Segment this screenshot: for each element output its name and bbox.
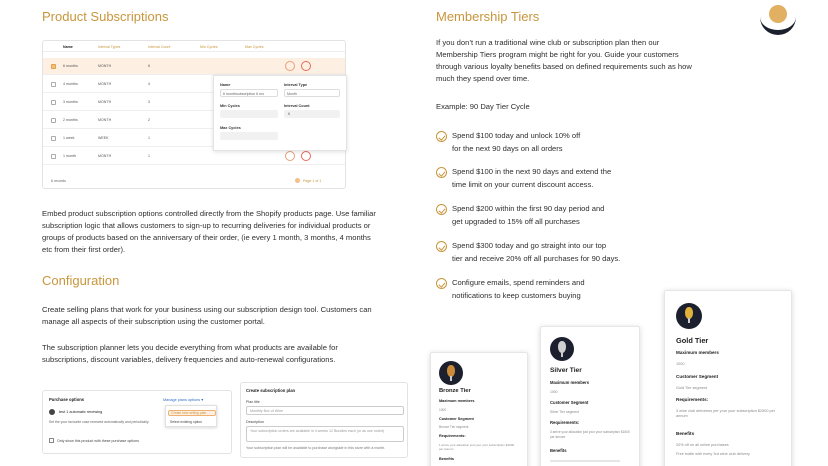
row-checkbox[interactable] [51,118,56,123]
table-row[interactable] [43,58,345,75]
edit-plan-popup [213,75,347,151]
silver-tier-card [540,326,640,466]
gold-tier-card [664,290,792,466]
configuration-paragraph-1: Create selling plans that work for your business using our subscription design tool. Customers can manage all aspects of their subscription using the customer portal. [42,305,372,326]
bronze-benefits-label: Benefits [439,457,454,461]
tier-bullet-1: Spend $100 today and unlock 10% off for the next 90 days on all orders [452,131,581,153]
silver-segment-value: Silver Tier segment [550,410,580,414]
check-circle-icon [436,131,447,142]
row-name: 3 months [63,100,78,104]
tier-bullet-3: Spend $200 within the first 90 day period and get upgraded to 15% off all purchases [452,204,605,226]
row-checkbox[interactable] [51,64,56,69]
bronze-segment-value: Bronze Tier segment [439,425,469,429]
configuration-paragraph-2: The subscription planner lets you decide everything from what products are available for subscriptions, discount variables, delivery frequencies and auto-renewal configurations. [42,343,338,364]
gold-medal-icon [676,303,702,329]
bronze-max-label: Maximum members [439,399,475,403]
menu-create-plan[interactable]: Create new selling plan [168,410,216,416]
popup-max-cycles-label: Max Cycles [220,126,241,130]
silver-requirements-value: 3 arrive your allocation just your your subscription $1500 per annum [550,430,630,439]
tier-bullet-4: Spend $300 today and go straight into our top tier and receive 20% off all purchases for 90 days. [452,241,621,263]
row-type: MONTH [98,154,112,158]
popup-interval-type-label: Interval Type [284,83,308,87]
table-footer-pagination[interactable]: Page 1 of 1 [303,179,322,183]
purchase-options-title: Purchase options [49,397,85,402]
row-count: 3 [148,100,150,104]
row-type: MONTH [98,82,112,86]
column-interval-count[interactable]: Interval Count [148,45,171,49]
row-checkbox[interactable] [51,154,56,159]
check-circle-icon [436,278,447,289]
row-count: 1 [148,154,150,158]
row-count: 2 [148,118,150,122]
table-footer-count: 6 records [51,179,66,183]
description-label: Description [246,420,264,424]
description-textarea[interactable]: Your subscription orders are available in 4 weeks 12 Bundles each (or as use noted) [246,426,404,442]
only-show-checkbox[interactable] [49,438,54,443]
check-circle-icon [436,167,447,178]
silver-segment-label: Customer Segment [550,400,589,405]
tier-bullet-5: Configure emails, spend reminders and notifications to keep customers buying [452,278,585,300]
table-header [43,41,345,52]
popup-interval-type-select[interactable]: Month [284,89,340,97]
plan-title-label: Plan title [246,400,260,404]
edit-icon[interactable] [285,61,295,71]
row-type: WEEK [98,136,109,140]
popup-min-cycles-label: Min Cycles [220,104,240,108]
row-count: 6 [148,64,150,68]
row-type: MONTH [98,100,112,104]
membership-intro: If you don’t run a traditional wine club or subscription plan then our Membership Tiers program might be right for you. Guide your customers through various loyalty benefits based on defined requirements such as how much they spend over time. [436,38,692,83]
manage-plans-menu [165,405,217,427]
example-label: Example: 90 Day Tier Cycle [436,102,530,111]
row-checkbox[interactable] [51,136,56,141]
silver-max-label: Maximum members [550,380,590,385]
membership-tiers-heading: Membership Tiers [436,9,540,24]
bronze-segment-label: Customer Segment [439,417,474,421]
gold-segment-value: Gold Tier segment [676,386,708,390]
silver-benefit-line [550,460,620,462]
silver-benefits-label: Benefits [550,448,567,453]
popup-name-label: Name [220,83,231,87]
bronze-max-value: 1000 [439,408,447,412]
purchase-options-screenshot [42,390,232,454]
product-subscriptions-heading: Product Subscriptions [42,9,169,24]
popup-max-cycles-input[interactable] [220,132,278,140]
edit-icon[interactable] [285,151,295,161]
popup-interval-count-label: Interval Count [284,104,310,108]
gold-benefits-label: Benefits [676,431,695,436]
row-name: 1 month [63,154,76,158]
delete-icon[interactable] [301,61,311,71]
row-name: 6 months [63,64,78,68]
bronze-requirements-value: 1 arrive your allocation just your your subscription $1000 per annum [439,443,515,451]
gold-tier-title: Gold Tier [676,336,709,345]
configuration-heading: Configuration [42,273,120,288]
create-plan-title: Create subscription plan [246,388,296,393]
column-min-cycles[interactable]: Min Cycles [200,45,218,49]
plan-title-input[interactable]: Monthly Box of Wine [246,406,404,415]
row-count: 1 [148,136,150,140]
create-plan-note: Your subscription plan will be available to purchase alongside in this store with a month. [246,446,386,450]
menu-select-existing[interactable]: Select existing option [170,420,203,424]
plan-radio-icon[interactable] [49,409,55,415]
delete-icon[interactable] [301,151,311,161]
bronze-medal-icon [439,361,463,385]
column-interval-types[interactable]: Interval Types [98,45,121,49]
row-count: 4 [148,82,150,86]
gold-max-value: 1000 [676,362,685,366]
gold-max-label: Maximum members [676,350,719,355]
popup-interval-count-input[interactable]: 6 [284,110,340,118]
silver-max-value: 1000 [550,390,558,394]
silver-tier-title: Silver Tier [550,367,582,374]
row-name: 2 months [63,118,78,122]
only-show-label: Only show this product with these purchase options [57,439,139,443]
bronze-tier-title: Bronze Tier [439,388,471,394]
check-circle-icon [436,204,447,215]
column-name[interactable]: Name [63,45,73,49]
row-type: MONTH [98,64,112,68]
manage-plans-link[interactable]: Manage plans options ▾ [163,398,204,402]
plan-option-name: test 1 automatic renewing [59,410,103,414]
popup-min-cycles-input[interactable] [220,110,278,118]
gold-benefit-item: 20% off on all online purchases [676,443,729,447]
product-subscriptions-description: Embed product subscription options controlled directly from the Shopify products page. Use familiar subscription logic that allows customers to sign-up to recurring deliveries for individual products or groups of products based on the anniversary of their order, (ie every 1 month, 3 months, 4 months etc from their first order). [42,209,376,254]
row-name: 1 week [63,136,75,140]
page-indicator-icon[interactable] [295,178,300,183]
row-checkbox[interactable] [51,82,56,87]
bronze-tier-card [430,352,528,466]
create-plan-screenshot [240,382,408,458]
gold-requirements-label: Requirements: [676,397,709,402]
row-type: MONTH [98,118,112,122]
popup-name-input[interactable]: 6 monthsubscription 6 mo [220,89,278,97]
silver-medal-icon [550,337,574,361]
brand-logo-icon [760,5,796,35]
gold-requirements-value: 3 wine club deliveries per your your subscription $2500 per annum [676,409,775,418]
gold-benefit-item: Free bottle with every 3rd wine club delivery [676,452,750,456]
silver-requirements-label: Requirements: [550,420,580,425]
plan-option-desc: Set the your favourite case renewed automatically and periodically. [49,420,150,424]
column-max-cycles[interactable]: Max Cycles [245,45,264,49]
subscription-table-screenshot [42,40,346,189]
check-circle-icon [436,241,447,252]
tier-bullet-2: Spend $100 in the next 90 days and extend the time limit on your current discount access. [452,167,612,189]
gold-segment-label: Customer Segment [676,374,719,379]
row-checkbox[interactable] [51,100,56,105]
bronze-requirements-label: Requirements: [439,434,466,438]
row-name: 4 months [63,82,78,86]
